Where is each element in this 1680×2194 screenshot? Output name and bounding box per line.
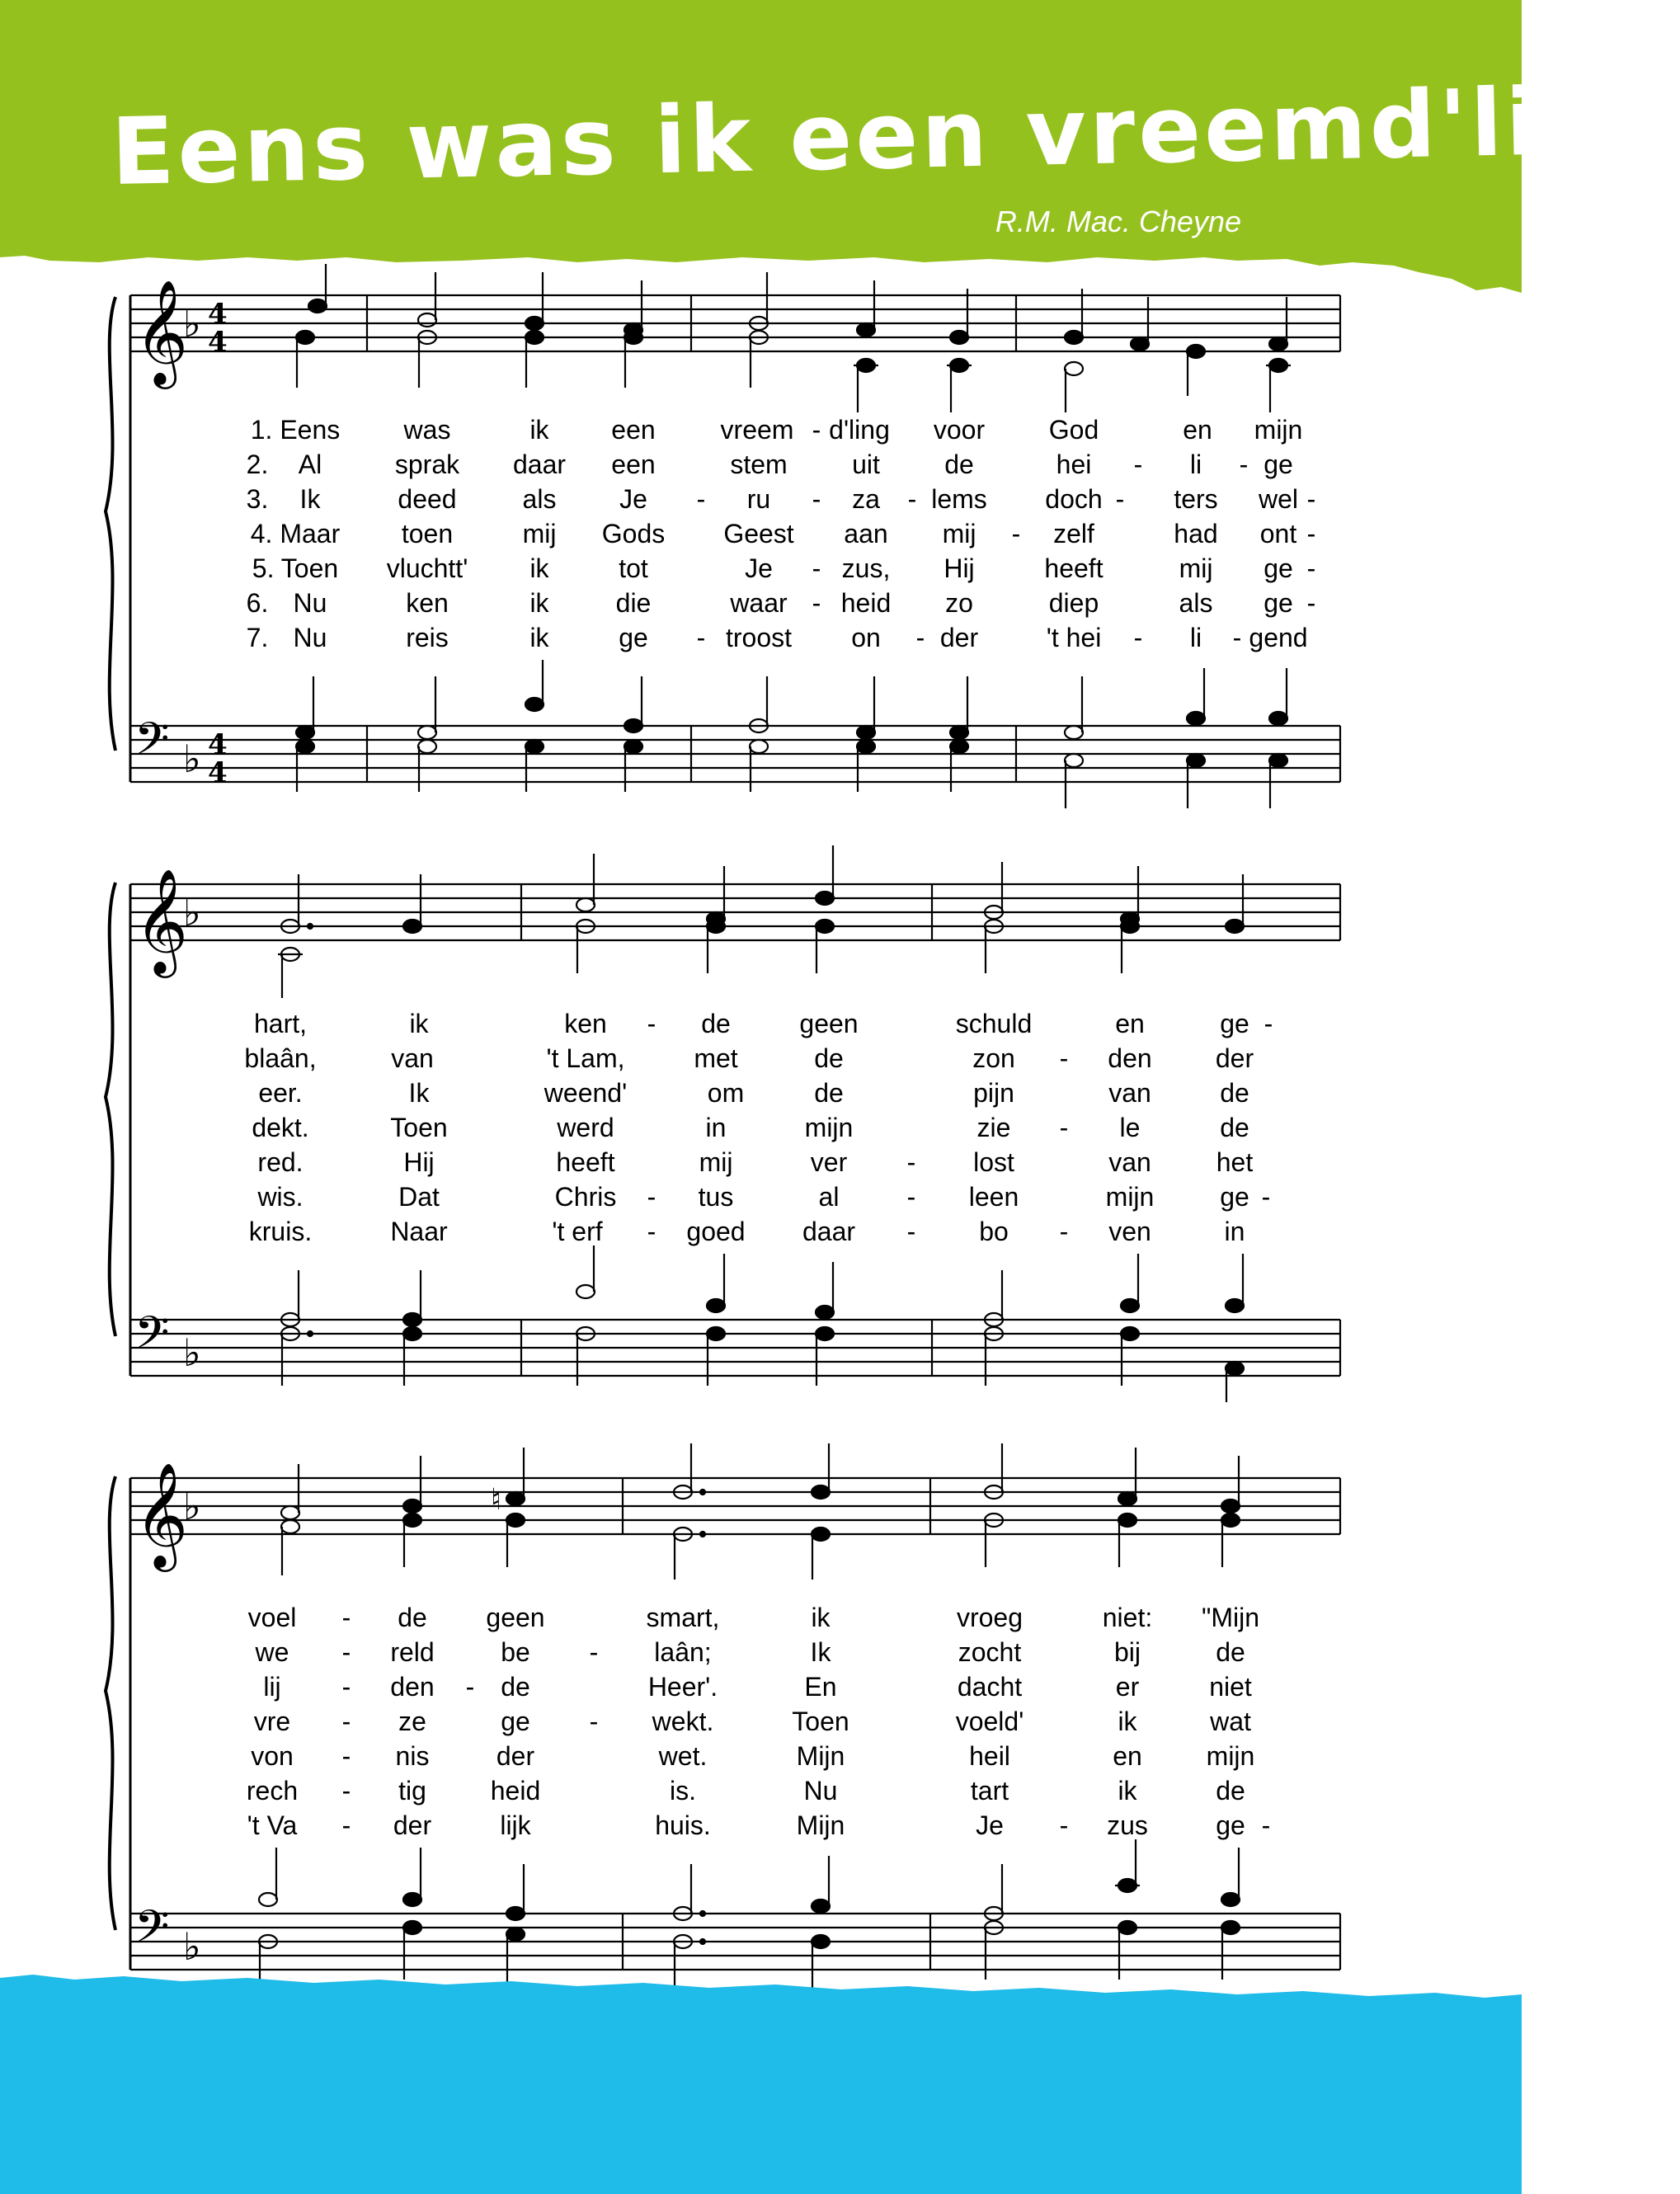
syllable: - xyxy=(1239,450,1249,479)
syllable: om xyxy=(707,1078,745,1108)
syllable: hei xyxy=(1056,450,1092,479)
syllable: wet. xyxy=(658,1741,708,1771)
syllable: zus, xyxy=(841,553,891,583)
syllable: zelf xyxy=(1053,519,1094,548)
syllable: mij xyxy=(522,519,557,548)
verse-line-3 xyxy=(0,1076,1522,1110)
syllable: de xyxy=(944,450,974,479)
verse-line-1 xyxy=(0,1600,1522,1635)
syllable: ters xyxy=(1174,484,1218,514)
syllable: - xyxy=(1306,588,1316,618)
syllable: ge xyxy=(1220,1182,1249,1212)
syllable: goed xyxy=(686,1217,746,1246)
syllable: mij xyxy=(699,1147,733,1177)
syllable: - xyxy=(812,415,821,445)
syllable: en xyxy=(1113,1741,1142,1771)
syllable: van xyxy=(1108,1078,1151,1108)
syllable: Je xyxy=(976,1810,1004,1840)
syllable: Gods xyxy=(601,519,666,548)
svg-text:𝄢: 𝄢 xyxy=(134,1307,170,1370)
syllable: huis. xyxy=(655,1810,711,1840)
syllable: ik xyxy=(529,588,549,618)
music-system-1 xyxy=(0,247,1522,808)
syllable: ge xyxy=(619,623,648,652)
syllable: tot xyxy=(619,553,648,583)
svg-text:♭: ♭ xyxy=(183,890,201,935)
syllable: tart xyxy=(970,1776,1009,1806)
syllable: - xyxy=(341,1672,351,1702)
syllable: Mijn xyxy=(796,1810,845,1840)
syllable: 't erf xyxy=(552,1217,603,1246)
syllable: gend xyxy=(1249,623,1308,652)
syllable: 1. Eens xyxy=(250,415,341,445)
syllable: de xyxy=(501,1672,530,1702)
syllable: smart, xyxy=(646,1603,720,1632)
syllable: voel xyxy=(247,1603,297,1632)
syllable: we xyxy=(255,1637,289,1667)
syllable: Je xyxy=(745,553,773,583)
verse-line-4 xyxy=(0,516,1522,551)
syllable: Heer'. xyxy=(647,1672,718,1702)
verse-line-5 xyxy=(0,1145,1522,1179)
syllable: - xyxy=(915,623,925,652)
svg-text:4: 4 xyxy=(208,756,228,789)
syllable: Naar xyxy=(390,1217,448,1246)
syllable: ge xyxy=(501,1707,530,1736)
syllable: mij xyxy=(942,519,976,548)
svg-text:𝄢: 𝄢 xyxy=(134,713,170,776)
syllable: - xyxy=(1264,1009,1273,1038)
syllable: - xyxy=(589,1637,599,1667)
syllable: wekt. xyxy=(652,1707,714,1736)
syllable: al xyxy=(818,1182,840,1212)
syllable: God xyxy=(1048,415,1099,445)
syllable: ge xyxy=(1264,588,1293,618)
syllable: mijn xyxy=(1105,1182,1155,1212)
syllable: - xyxy=(1261,1182,1271,1212)
syllable: - xyxy=(341,1603,351,1632)
syllable: vroeg xyxy=(956,1603,1024,1632)
syllable: heeft xyxy=(1044,553,1104,583)
syllable: niet: xyxy=(1102,1603,1153,1632)
syllable: voor xyxy=(933,415,986,445)
verse-line-6 xyxy=(0,1773,1522,1808)
syllable: - xyxy=(906,1182,916,1212)
syllable: - xyxy=(1133,623,1143,652)
syllable: als xyxy=(522,484,557,514)
syllable: diep xyxy=(1048,588,1099,618)
footer-shape xyxy=(0,1975,1522,2194)
syllable: der xyxy=(496,1741,535,1771)
syllable: mijn xyxy=(804,1113,854,1142)
syllable: heid xyxy=(840,588,892,618)
syllable: Ik xyxy=(299,484,321,514)
syllable: - xyxy=(647,1217,656,1246)
svg-text:𝄢: 𝄢 xyxy=(134,1900,170,1964)
verse-line-1 xyxy=(0,412,1522,447)
syllable: deed xyxy=(398,484,457,514)
syllable: reld xyxy=(390,1637,435,1667)
syllable: ven xyxy=(1108,1217,1151,1246)
svg-text:♭: ♭ xyxy=(183,301,201,346)
syllable: - xyxy=(341,1810,351,1840)
svg-text:4: 4 xyxy=(208,728,228,761)
syllable: der xyxy=(393,1810,432,1840)
syllable: lij xyxy=(263,1672,281,1702)
syllable: mijn xyxy=(1254,415,1303,445)
syllable: bij xyxy=(1113,1637,1141,1667)
syllable: ze xyxy=(398,1707,426,1736)
syllable: in xyxy=(1224,1217,1245,1246)
syllable: in xyxy=(705,1113,727,1142)
syllable: - xyxy=(341,1707,351,1736)
syllable: den xyxy=(1108,1043,1152,1073)
syllable: bo xyxy=(979,1217,1009,1246)
verse-line-4 xyxy=(0,1110,1522,1145)
syllable: uit xyxy=(852,450,880,479)
syllable: - xyxy=(341,1776,351,1806)
syllable: von xyxy=(251,1741,294,1771)
syllable: vre xyxy=(253,1707,291,1736)
syllable: zon xyxy=(972,1043,1015,1073)
syllable: kruis. xyxy=(248,1217,313,1246)
syllable: ken xyxy=(406,588,449,618)
syllable: En xyxy=(804,1672,837,1702)
syllable: Hij xyxy=(944,553,975,583)
verse-line-5 xyxy=(0,551,1522,586)
syllable: Mijn xyxy=(796,1741,845,1771)
syllable: - xyxy=(1115,484,1125,514)
syllable: - xyxy=(647,1182,656,1212)
verse-line-5 xyxy=(0,1739,1522,1773)
syllable: Chris xyxy=(554,1182,617,1212)
syllable: - xyxy=(812,588,821,618)
syllable: zo xyxy=(945,588,973,618)
syllable: schuld xyxy=(955,1009,1033,1038)
syllable: van xyxy=(1108,1147,1151,1177)
syllable: - xyxy=(1059,1810,1069,1840)
syllable: de xyxy=(1216,1776,1245,1806)
syllable: - xyxy=(1011,519,1021,548)
syllable: daar xyxy=(802,1217,856,1246)
syllable: en xyxy=(1115,1009,1145,1038)
syllable: - xyxy=(1261,1810,1271,1840)
syllable: ge xyxy=(1264,450,1293,479)
syllable: 7. xyxy=(246,623,269,652)
syllable: - xyxy=(1306,553,1316,583)
syllable: Toen xyxy=(792,1707,849,1736)
syllable: za xyxy=(852,484,880,514)
syllable: 3. xyxy=(246,484,269,514)
verse-line-2 xyxy=(0,1635,1522,1669)
syllable: d'ling xyxy=(829,415,890,445)
syllable: ik xyxy=(529,623,549,652)
syllable: Ik xyxy=(810,1637,831,1667)
svg-text:♭: ♭ xyxy=(183,737,201,781)
syllable: - xyxy=(1232,623,1242,652)
syllable: 't hei xyxy=(1046,623,1102,652)
syllable: wat xyxy=(1210,1707,1251,1736)
footer-banner xyxy=(0,1963,1522,2194)
syllable: 4. Maar xyxy=(250,519,341,548)
syllable: die xyxy=(615,588,652,618)
syllable: tig xyxy=(398,1776,426,1806)
syllable: weend' xyxy=(544,1078,628,1108)
syllable: - xyxy=(589,1707,599,1736)
syllable: - xyxy=(696,484,706,514)
syllable: Geest xyxy=(723,519,794,548)
svg-text:♮: ♮ xyxy=(491,1483,501,1517)
syllable: ge xyxy=(1264,553,1293,583)
author-credit: R.M. Mac. Cheyne xyxy=(995,205,1241,238)
syllable: heil xyxy=(969,1741,1010,1771)
syllable: ik xyxy=(811,1603,831,1632)
syllable: de xyxy=(1216,1637,1245,1667)
syllable: de xyxy=(701,1009,731,1038)
syllable: laân; xyxy=(654,1637,712,1667)
syllable: doch xyxy=(1045,484,1103,514)
syllable: vluchtt' xyxy=(386,553,468,583)
verse-line-2 xyxy=(0,1041,1522,1076)
syllable: "Mijn xyxy=(1201,1603,1260,1632)
syllable: en xyxy=(1183,415,1212,445)
syllable: als xyxy=(1179,588,1213,618)
syllable: ik xyxy=(1118,1776,1137,1806)
syllable: Nu xyxy=(293,623,327,652)
syllable: heid xyxy=(490,1776,541,1806)
svg-text:𝄞: 𝄞 xyxy=(134,868,189,973)
syllable: lems xyxy=(931,484,987,514)
syllable: pijn xyxy=(973,1078,1014,1108)
syllable: werd xyxy=(557,1113,614,1142)
syllable: de xyxy=(814,1078,844,1108)
syllable: - xyxy=(1306,519,1316,548)
verse-line-3 xyxy=(0,1669,1522,1704)
svg-text:♭: ♭ xyxy=(183,1484,201,1528)
syllable: mij xyxy=(1179,553,1213,583)
syllable: vreem xyxy=(720,415,794,445)
svg-text:𝄞: 𝄞 xyxy=(134,279,189,384)
syllable: - xyxy=(907,484,917,514)
syllable: er xyxy=(1115,1672,1140,1702)
syllable: wis. xyxy=(257,1182,304,1212)
syllable: Ik xyxy=(408,1078,430,1108)
syllable: voeld' xyxy=(955,1707,1024,1736)
syllable: dacht xyxy=(957,1672,1023,1702)
syllable: Nu xyxy=(293,588,327,618)
syllable: - xyxy=(1059,1217,1069,1246)
verse-line-7 xyxy=(0,1808,1522,1843)
syllable: - xyxy=(812,484,821,514)
syllable: - xyxy=(906,1147,916,1177)
syllable: het xyxy=(1216,1147,1254,1177)
syllable: een xyxy=(611,415,656,445)
syllable: met xyxy=(694,1043,738,1073)
syllable: blaân, xyxy=(244,1043,317,1073)
syllable: - xyxy=(696,623,706,652)
svg-text:♭: ♭ xyxy=(183,1330,201,1375)
syllable: den xyxy=(390,1672,435,1702)
syllable: Nu xyxy=(803,1776,838,1806)
page-title: Eens was ik een vreemd'ling xyxy=(110,66,1680,206)
syllable: ver xyxy=(810,1147,848,1177)
syllable: be xyxy=(501,1637,530,1667)
syllable: der xyxy=(1215,1043,1254,1073)
syllable: - xyxy=(341,1741,351,1771)
syllable: dekt. xyxy=(252,1113,309,1142)
verse-line-1 xyxy=(0,1006,1522,1041)
syllable: on xyxy=(851,623,881,652)
syllable: sprak xyxy=(394,450,460,479)
syllable: troost xyxy=(725,623,793,652)
syllable: de xyxy=(398,1603,427,1632)
syllable: mijn xyxy=(1206,1741,1255,1771)
syllable: - xyxy=(1133,450,1143,479)
verse-line-4 xyxy=(0,1704,1522,1739)
syllable: ken xyxy=(564,1009,607,1038)
syllable: ge xyxy=(1220,1009,1249,1038)
syllable: geen xyxy=(799,1009,859,1038)
syllable: geen xyxy=(486,1603,545,1632)
syllable: rech xyxy=(246,1776,299,1806)
verse-line-6 xyxy=(0,586,1522,620)
syllable: lijk xyxy=(500,1810,531,1840)
syllable: een xyxy=(611,450,656,479)
verse-line-2 xyxy=(0,447,1522,482)
syllable: 't Lam, xyxy=(546,1043,625,1073)
syllable: waar xyxy=(730,588,788,618)
syllable: had xyxy=(1174,519,1218,548)
verse-line-7 xyxy=(0,620,1522,655)
syllable: heeft xyxy=(556,1147,615,1177)
syllable: Toen xyxy=(390,1113,448,1142)
syllable: 6. xyxy=(246,588,269,618)
syllable: - xyxy=(465,1672,475,1702)
verse-line-3 xyxy=(0,482,1522,516)
syllable: tus xyxy=(698,1182,734,1212)
syllable: aan xyxy=(844,519,888,548)
syllable: de xyxy=(1220,1078,1249,1108)
syllable: 2. xyxy=(246,450,269,479)
syllable: de xyxy=(814,1043,844,1073)
svg-text:4: 4 xyxy=(208,326,228,359)
syllable: ik xyxy=(529,415,549,445)
syllable: ik xyxy=(409,1009,429,1038)
music-system-3 xyxy=(0,1435,1522,1996)
syllable: le xyxy=(1119,1113,1141,1142)
svg-text:♭: ♭ xyxy=(183,1924,201,1969)
syllable: ik xyxy=(529,553,549,583)
syllable: wel xyxy=(1258,484,1299,514)
syllable: stem xyxy=(730,450,788,479)
syllable: ru xyxy=(746,484,771,514)
syllable: leen xyxy=(968,1182,1019,1212)
syllable: zus xyxy=(1107,1810,1148,1840)
syllable: 't Va xyxy=(247,1810,298,1840)
svg-text:𝄞: 𝄞 xyxy=(134,1462,189,1567)
syllable: van xyxy=(391,1043,434,1073)
syllable: is. xyxy=(670,1776,696,1806)
svg-text:4: 4 xyxy=(208,298,228,331)
syllable: 5. Toen xyxy=(252,553,339,583)
syllable: eer. xyxy=(258,1078,303,1108)
syllable: red. xyxy=(257,1147,304,1177)
syllable: was xyxy=(403,415,451,445)
syllable: Je xyxy=(619,484,647,514)
syllable: hart, xyxy=(253,1009,308,1038)
syllable: der xyxy=(939,623,979,652)
syllable: lost xyxy=(973,1147,1014,1177)
syllable: nis xyxy=(395,1741,430,1771)
syllable: zocht xyxy=(958,1637,1022,1667)
syllable: - xyxy=(1059,1043,1069,1073)
syllable: Al xyxy=(298,450,322,479)
syllable: zie xyxy=(976,1113,1011,1142)
syllable: - xyxy=(341,1637,351,1667)
syllable: - xyxy=(1059,1113,1069,1142)
syllable: toen xyxy=(401,519,454,548)
syllable: li xyxy=(1189,450,1202,479)
syllable: li xyxy=(1189,623,1202,652)
verse-line-7 xyxy=(0,1214,1522,1249)
syllable: ont xyxy=(1259,519,1297,548)
syllable: - xyxy=(647,1009,656,1038)
music-system-2 xyxy=(0,841,1522,1402)
syllable: Dat xyxy=(398,1182,440,1212)
syllable: ik xyxy=(1118,1707,1137,1736)
syllable: reis xyxy=(406,623,449,652)
syllable: Hij xyxy=(403,1147,435,1177)
syllable: daar xyxy=(512,450,567,479)
syllable: niet xyxy=(1209,1672,1252,1702)
syllable: ge xyxy=(1216,1810,1245,1840)
verse-line-6 xyxy=(0,1179,1522,1214)
syllable: - xyxy=(812,553,821,583)
syllable: - xyxy=(1306,484,1316,514)
syllable: de xyxy=(1220,1113,1249,1142)
syllable: - xyxy=(906,1217,916,1246)
